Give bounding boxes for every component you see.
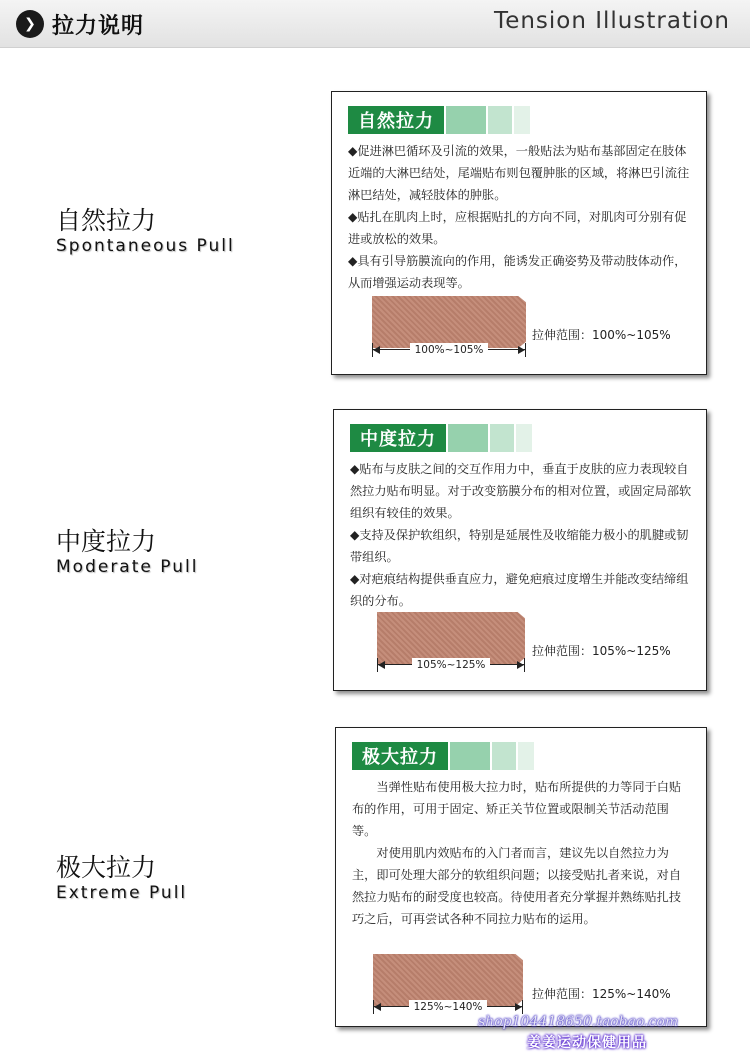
tape-range-text: 125%~140% (409, 1000, 488, 1014)
paragraph: ◆支持及保护软组织，特别是延展性及收缩能力极小的肌腱或韧带组织。 (350, 528, 689, 564)
tag-square (446, 106, 486, 134)
paragraph: ◆对疤痕结构提供垂直应力，避免疤痕过度增生并能改变结缔组织的分布。 (350, 572, 689, 608)
tape-image (372, 296, 526, 348)
watermark-url: shop104418650.taobao.com (478, 1014, 679, 1030)
card-tag (348, 106, 530, 134)
paragraph: 当弹性贴布使用极大拉力时，贴布所提供的力等同于白贴布的作用，可用于固定、矫正关节位置或限制关节活动范围等。 (352, 780, 682, 838)
tag-square (448, 424, 488, 452)
tag-square (490, 424, 514, 452)
tape-range-text: 105%~125% (412, 658, 491, 672)
paragraph: ◆贴布与皮肤之间的交互作用力中，垂直于皮肤的应力表现较自然拉力贴布明显。对于改变筋膜分布的相对位置，或固定局部软组织有较佳的效果。 (350, 462, 692, 520)
card-text (348, 140, 692, 294)
tag-label: 极大拉力 (352, 742, 448, 770)
tape-range (372, 343, 526, 357)
section-label-extreme (56, 853, 187, 903)
tag-label: 中度拉力 (350, 424, 446, 452)
card-tag (350, 424, 532, 452)
stretch-range: 拉伸范围：125%~140% (532, 987, 671, 1001)
tape-image (377, 612, 525, 664)
tag-square (450, 742, 490, 770)
tape-range (377, 658, 525, 672)
tape-range (373, 1000, 523, 1014)
tag-square (516, 424, 532, 452)
stretch-range: 拉伸范围：105%~125% (532, 644, 671, 658)
section-label-cn: 极大拉力 (56, 853, 157, 882)
paragraph: ◆贴扎在肌肉上时，应根据贴扎的方向不同，对肌肉可分别有促进或放松的效果。 (348, 210, 687, 246)
section-label-moderate (56, 527, 198, 577)
page-title: 拉力说明 (52, 14, 145, 39)
section-label-cn: 自然拉力 (56, 206, 157, 235)
paragraph: 对使用肌内效贴布的入门者而言，建议先以自然拉力为主，即可处理大部分的软组织问题；以接受贴扎者来说，对自然拉力贴布的耐受度也较高。待使用者充分掌握并熟练贴扎技巧之后，可再尝试各种不同拉力贴布的运用。 (352, 846, 682, 926)
header-bar (0, 0, 750, 48)
tag-square (488, 106, 512, 134)
tag-square (492, 742, 516, 770)
tag-label: 自然拉力 (348, 106, 444, 134)
tape-range-text: 100%~105% (410, 343, 489, 357)
card-text (350, 458, 692, 612)
stretch-range: 拉伸范围：100%~105% (532, 328, 671, 342)
section-label-cn: 中度拉力 (56, 527, 157, 556)
card-tag (352, 742, 534, 770)
chevron-right-icon: ❯ (16, 10, 44, 38)
tape-image (373, 954, 523, 1006)
card-spontaneous (331, 91, 707, 375)
paragraph: ◆具有引导筋膜流向的作用，能诱发正确姿势及带动肢体动作，从而增强运动表现等。 (348, 254, 687, 290)
watermark-shop-name: 姜姜运动保健用品 (527, 1035, 647, 1051)
section-label-en: Spontaneous Pull (56, 236, 235, 256)
tag-square (518, 742, 534, 770)
section-label-en: Extreme Pull (56, 883, 188, 903)
card-extreme (335, 727, 707, 1027)
page-title-en: Tension Illustration (494, 8, 730, 34)
section-label-en: Moderate Pull (56, 557, 199, 577)
card-text (352, 776, 692, 930)
paragraph: ◆促进淋巴循环及引流的效果，一般贴法为贴布基部固定在肢体近端的大淋巴结处，尾端贴布则包覆肿胀的区域，将淋巴引流往淋巴结处，减轻肢体的肿胀。 (348, 144, 690, 202)
section-label-spontaneous (56, 206, 235, 256)
tag-square (514, 106, 530, 134)
card-moderate (333, 409, 707, 691)
